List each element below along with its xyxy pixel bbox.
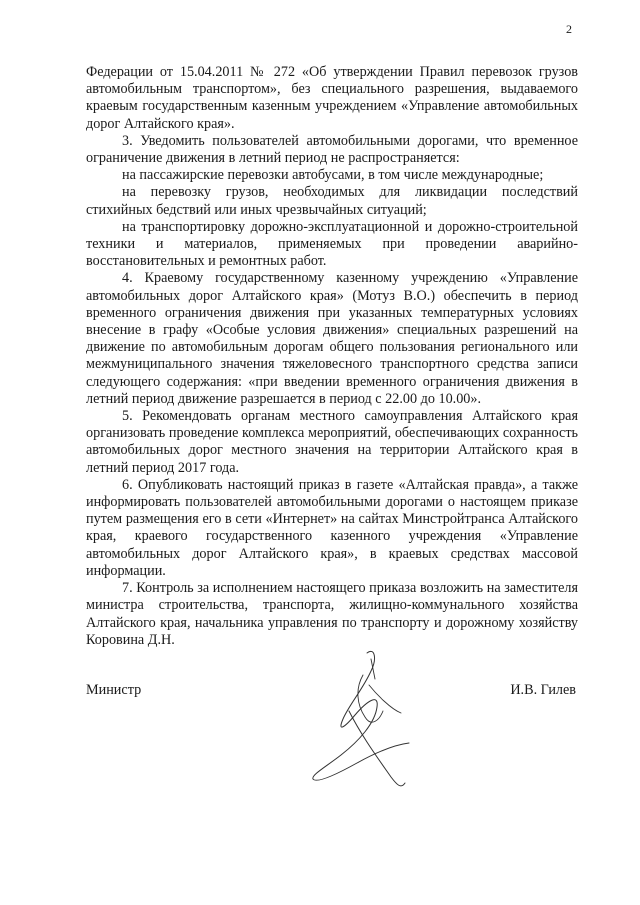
paragraph: 5. Рекомендовать органам местного самоуправления Алтайского края организовать проведение комплекса мероприятий, обеспечивающих сохранность автомобильных дорог местного значения на территории Алтайского края в летний период 2017 года. [86, 408, 578, 476]
handwritten-signature [305, 645, 415, 795]
signatory-name: И.В. Гилев [510, 682, 576, 698]
paragraph: на перевозку грузов, необходимых для ликвидации последствий стихийных бедствий или иных чрезвычайных ситуаций; [86, 184, 578, 218]
signature-row [86, 682, 576, 702]
page-number: 2 [566, 22, 572, 36]
paragraph: 6. Опубликовать настоящий приказ в газете «Алтайская правда», а также информировать пользователей автомобильными дорогами о настоящем приказе путем размещения его в сети «Интернет» на сайтах Минстройтранса Алтайского края, краевого государственного казенного учреждения «Управление автомобильных дорог Алтайского края», в краевых средствах массовой информации. [86, 476, 578, 579]
paragraph: Федерации от 15.04.2011 № 272 «Об утверждении Правил перевозок грузов автомобильным транспортом», без специального разрешения, выдаваемого краевым государственным казенным учреждением «Управление автомобильных дорог Алтайского края». [86, 64, 578, 132]
paragraph: на транспортировку дорожно-эксплуатационной и дорожно-строительной техники и материалов, применяемых при проведении аварийно-восстановительных и ремонтных работ. [86, 218, 578, 270]
document-body [86, 64, 578, 649]
paragraph: 4. Краевому государственному казенному учреждению «Управление автомобильных дорог Алтайского края» (Мотуз В.О.) обеспечить в период временного ограничения движения при указанных температурных условиях внесение в графу «Особые условия движения» специальных разрешений на движение по автомобильным дорогам общего пользования регионального или межмуниципального значения тяжеловесного транспортного средства записи следующего содержания: «при введении временного ограничения движения в летний период движение разрешается в период с 22.00 до 10.00». [86, 270, 578, 407]
paragraph: на пассажирские перевозки автобусами, в том числе международные; [122, 167, 544, 184]
paragraph: 7. Контроль за исполнением настоящего приказа возложить на заместителя министра строительства, транспорта, жилищно-коммунального хозяйства Алтайского края, начальника управления по транспорту и дорожному хозяйству Коровина Д.Н. [86, 580, 578, 648]
paragraph: 3. Уведомить пользователей автомобильными дорогами, что временное ограничение движения в летний период не распространяется: [86, 132, 578, 167]
signatory-title: Министр [86, 682, 142, 698]
